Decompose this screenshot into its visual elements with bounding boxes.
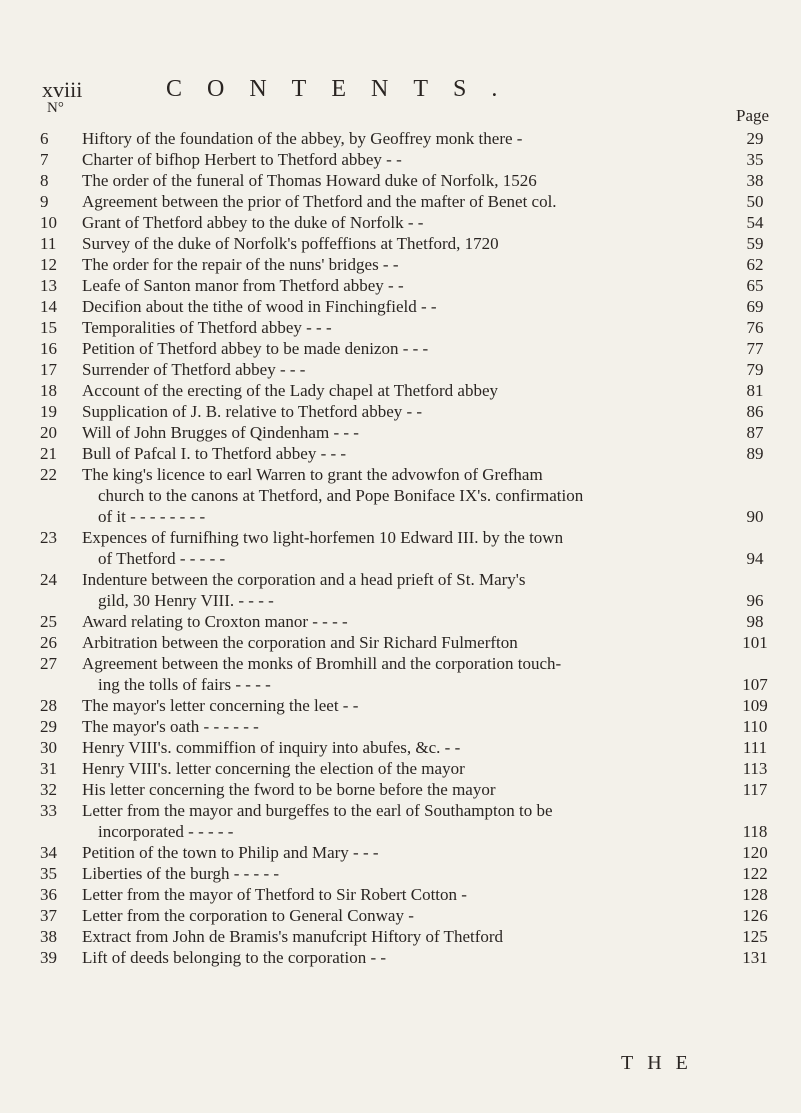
entry-title bbox=[82, 569, 722, 611]
entry-title-line: Liberties of the burgh - - - - - bbox=[82, 864, 280, 883]
entry-number: 7 bbox=[40, 150, 49, 169]
entry-title-line: Arbitration between the corporation and Sir Richard Fulmerfton bbox=[82, 633, 518, 652]
entry-title bbox=[82, 128, 722, 149]
entry-title bbox=[82, 275, 722, 296]
entry-title-line: Surrender of Thetford abbey - - - bbox=[82, 360, 306, 379]
entry-page: 62 bbox=[746, 255, 764, 274]
entry-title-line: Extract from John de Bramis's manufcript Hiftory of Thetford bbox=[82, 927, 504, 946]
entry-page: 50 bbox=[746, 192, 764, 211]
entry-title-line: gild, 30 Henry VIII. - - - - bbox=[98, 591, 274, 610]
entry-number: 15 bbox=[40, 318, 57, 337]
entry-number: 30 bbox=[40, 738, 57, 757]
entry-number: 31 bbox=[40, 759, 57, 778]
entry-number: 29 bbox=[40, 717, 57, 736]
entry-page: 69 bbox=[746, 297, 764, 316]
contents-entry bbox=[0, 653, 801, 695]
entry-number: 39 bbox=[40, 948, 57, 967]
entry-title-line: Hiftory of the foundation of the abbey, by Geoffrey monk there - bbox=[82, 129, 523, 148]
contents-entry bbox=[0, 716, 801, 737]
entry-page: 29 bbox=[746, 129, 764, 148]
entry-title bbox=[82, 632, 722, 653]
entry-page: 128 bbox=[742, 885, 768, 904]
entry-title-line: Temporalities of Thetford abbey - - - bbox=[82, 318, 332, 337]
entry-title-line: ing the tolls of fairs - - - - bbox=[98, 675, 271, 694]
contents-entry bbox=[0, 695, 801, 716]
entry-number: 26 bbox=[40, 633, 57, 652]
contents-entry bbox=[0, 779, 801, 800]
contents-entry bbox=[0, 947, 801, 968]
entry-page: 89 bbox=[746, 444, 764, 463]
entry-page: 126 bbox=[742, 906, 768, 925]
entry-page: 122 bbox=[742, 864, 768, 883]
entry-page: 90 bbox=[746, 507, 764, 526]
entry-title-line: Award relating to Croxton manor - - - - bbox=[82, 612, 348, 631]
contents-entry bbox=[0, 737, 801, 758]
entry-page: 35 bbox=[746, 150, 764, 169]
entry-title bbox=[82, 464, 722, 527]
contents-entry bbox=[0, 128, 801, 149]
entry-page: 111 bbox=[742, 738, 768, 757]
entry-page: 54 bbox=[746, 213, 764, 232]
entry-title bbox=[82, 779, 722, 800]
entry-title-line: Account of the erecting of the Lady chapel at Thetford abbey bbox=[82, 381, 499, 400]
entry-title-line: Letter from the corporation to General Conway - bbox=[82, 906, 414, 925]
contents-entry bbox=[0, 170, 801, 191]
entry-number: 20 bbox=[40, 423, 57, 442]
entry-number: 34 bbox=[40, 843, 57, 862]
number-column-header: N° bbox=[47, 100, 64, 116]
entry-title bbox=[82, 380, 722, 401]
entry-number: 33 bbox=[40, 801, 57, 820]
entry-page: 86 bbox=[746, 402, 764, 421]
entry-title bbox=[82, 884, 722, 905]
entry-number: 16 bbox=[40, 339, 57, 358]
page-title: CONTENTS. bbox=[166, 76, 523, 102]
entry-number: 12 bbox=[40, 255, 57, 274]
entry-title-line: Expences of furnifhing two light-horfemen 10 Edward III. by the town bbox=[82, 528, 564, 547]
entry-page: 117 bbox=[742, 780, 768, 799]
entry-title-line: Petition of the town to Philip and Mary - - - bbox=[82, 843, 379, 862]
entry-title-line: Petition of Thetford abbey to be made denizon - - - bbox=[82, 339, 429, 358]
page-column-header: Page bbox=[736, 106, 770, 125]
entry-number: 25 bbox=[40, 612, 57, 631]
entry-page: 131 bbox=[742, 948, 768, 967]
entry-title-line: Agreement between the prior of Thetford and the mafter of Benet col. bbox=[82, 192, 557, 211]
entry-page: 98 bbox=[746, 612, 764, 631]
entry-number: 11 bbox=[40, 234, 57, 253]
entry-title bbox=[82, 212, 722, 233]
entry-title-line: church to the canons at Thetford, and Pope Boniface IX's. confirmation bbox=[98, 486, 584, 505]
contents-entry bbox=[0, 569, 801, 611]
contents-entry bbox=[0, 443, 801, 464]
entry-page: 109 bbox=[742, 696, 768, 715]
entry-title-line: Supplication of J. B. relative to Thetford abbey - - bbox=[82, 402, 423, 421]
entry-title bbox=[82, 653, 722, 695]
entry-title-line: Letter from the mayor of Thetford to Sir Robert Cotton - bbox=[82, 885, 467, 904]
contents-entry bbox=[0, 422, 801, 443]
entry-page: 59 bbox=[746, 234, 764, 253]
entry-title bbox=[82, 842, 722, 863]
entry-title-line: Letter from the mayor and burgeffes to the earl of Southampton to be bbox=[82, 801, 553, 820]
entry-page: 65 bbox=[746, 276, 764, 295]
entry-number: 17 bbox=[40, 360, 57, 379]
entry-title-line: The mayor's oath - - - - - - bbox=[82, 717, 259, 736]
entry-number: 37 bbox=[40, 906, 57, 925]
entry-title bbox=[82, 947, 722, 968]
entry-title bbox=[82, 401, 722, 422]
entry-number: 32 bbox=[40, 780, 57, 799]
entry-title bbox=[82, 317, 722, 338]
entry-title-line: incorporated - - - - - bbox=[98, 822, 234, 841]
contents-entry bbox=[0, 863, 801, 884]
entry-title-line: The order of the funeral of Thomas Howard duke of Norfolk, 1526 bbox=[82, 171, 537, 190]
entry-title-line: Leafe of Santon manor from Thetford abbey - - bbox=[82, 276, 404, 295]
entry-page: 94 bbox=[746, 549, 764, 568]
entry-number: 38 bbox=[40, 927, 57, 946]
entry-title-line: His letter concerning the fword to be borne before the mayor bbox=[82, 780, 496, 799]
contents-entry bbox=[0, 905, 801, 926]
entry-page: 110 bbox=[742, 717, 768, 736]
entry-page: 101 bbox=[742, 633, 768, 652]
page-number: xviii bbox=[42, 77, 83, 102]
entry-page: 107 bbox=[742, 675, 768, 694]
entry-page: 79 bbox=[746, 360, 764, 379]
contents-entry bbox=[0, 254, 801, 275]
entry-number: 6 bbox=[40, 129, 49, 148]
entry-number: 19 bbox=[40, 402, 57, 421]
entry-page: 81 bbox=[746, 381, 764, 400]
entry-title-line: Lift of deeds belonging to the corporation - - bbox=[82, 948, 387, 967]
entry-title-line: Charter of bifhop Herbert to Thetford abbey - - bbox=[82, 150, 402, 169]
entry-title bbox=[82, 926, 722, 947]
contents-entry bbox=[0, 842, 801, 863]
entry-number: 22 bbox=[40, 465, 57, 484]
entry-title bbox=[82, 905, 722, 926]
entry-number: 9 bbox=[40, 192, 49, 211]
entry-page: 77 bbox=[746, 339, 764, 358]
entry-title bbox=[82, 800, 722, 842]
entry-title bbox=[82, 443, 722, 464]
contents-entry bbox=[0, 884, 801, 905]
entry-title bbox=[82, 149, 722, 170]
contents-entry bbox=[0, 527, 801, 569]
entry-number: 36 bbox=[40, 885, 57, 904]
entry-page: 87 bbox=[746, 423, 764, 442]
entry-number: 28 bbox=[40, 696, 57, 715]
entry-number: 18 bbox=[40, 381, 57, 400]
contents-list bbox=[0, 128, 801, 968]
contents-entry bbox=[0, 611, 801, 632]
contents-entry bbox=[0, 296, 801, 317]
entry-page: 125 bbox=[742, 927, 768, 946]
contents-entry bbox=[0, 317, 801, 338]
entry-number: 10 bbox=[40, 213, 57, 232]
entry-title bbox=[82, 296, 722, 317]
contents-entry bbox=[0, 212, 801, 233]
entry-title-line: of it - - - - - - - - bbox=[98, 507, 206, 526]
contents-entry bbox=[0, 380, 801, 401]
entry-title-line: The king's licence to earl Warren to grant the advowfon of Grefham bbox=[82, 465, 543, 484]
entry-title bbox=[82, 191, 722, 212]
entry-title-line: Will of John Brugges of Qindenham - - - bbox=[82, 423, 359, 442]
entry-title-line: Agreement between the monks of Bromhill and the corporation touch- bbox=[82, 654, 562, 673]
catchword: THE bbox=[621, 1052, 702, 1074]
contents-entry bbox=[0, 800, 801, 842]
contents-entry bbox=[0, 338, 801, 359]
entry-title-line: Decifion about the tithe of wood in Finchingfield - - bbox=[82, 297, 437, 316]
entry-number: 21 bbox=[40, 444, 57, 463]
entry-page: 38 bbox=[746, 171, 764, 190]
entry-title-line: Grant of Thetford abbey to the duke of Norfolk - - bbox=[82, 213, 424, 232]
contents-entry bbox=[0, 464, 801, 527]
entry-title bbox=[82, 716, 722, 737]
entry-title-line: of Thetford - - - - - bbox=[98, 549, 226, 568]
contents-entry bbox=[0, 275, 801, 296]
entry-number: 35 bbox=[40, 864, 57, 883]
entry-title bbox=[82, 737, 722, 758]
entry-number: 27 bbox=[40, 654, 57, 673]
entry-title-line: Henry VIII's. letter concerning the election of the mayor bbox=[82, 759, 465, 778]
entry-page: 76 bbox=[746, 318, 764, 337]
entry-page: 118 bbox=[742, 822, 768, 841]
contents-entry bbox=[0, 233, 801, 254]
entry-title bbox=[82, 254, 722, 275]
entry-title bbox=[82, 359, 722, 380]
entry-title bbox=[82, 758, 722, 779]
entry-page: 113 bbox=[742, 759, 768, 778]
entry-number: 24 bbox=[40, 570, 57, 589]
entry-page: 120 bbox=[742, 843, 768, 862]
entry-title bbox=[82, 338, 722, 359]
entry-number: 23 bbox=[40, 528, 57, 547]
entry-title bbox=[82, 422, 722, 443]
entry-title-line: The mayor's letter concerning the leet - - bbox=[82, 696, 359, 715]
contents-entry bbox=[0, 758, 801, 779]
contents-entry bbox=[0, 926, 801, 947]
entry-title bbox=[82, 695, 722, 716]
entry-title bbox=[82, 170, 722, 191]
entry-title bbox=[82, 233, 722, 254]
entry-title-line: Survey of the duke of Norfolk's poffeffions at Thetford, 1720 bbox=[82, 234, 499, 253]
entry-number: 8 bbox=[40, 171, 49, 190]
entry-number: 13 bbox=[40, 276, 57, 295]
contents-entry bbox=[0, 401, 801, 422]
contents-entry bbox=[0, 191, 801, 212]
entry-title-line: Bull of Pafcal I. to Thetford abbey - - - bbox=[82, 444, 347, 463]
contents-entry bbox=[0, 359, 801, 380]
contents-entry bbox=[0, 149, 801, 170]
entry-number: 14 bbox=[40, 297, 57, 316]
entry-title-line: The order for the repair of the nuns' bridges - - bbox=[82, 255, 399, 274]
entry-title bbox=[82, 863, 722, 884]
entry-page: 96 bbox=[746, 591, 764, 610]
entry-title bbox=[82, 527, 722, 569]
entry-title-line: Henry VIII's. commiffion of inquiry into abufes, &c. - - bbox=[82, 738, 461, 757]
entry-title-line: Indenture between the corporation and a head prieft of St. Mary's bbox=[82, 570, 526, 589]
contents-entry bbox=[0, 632, 801, 653]
entry-title bbox=[82, 611, 722, 632]
